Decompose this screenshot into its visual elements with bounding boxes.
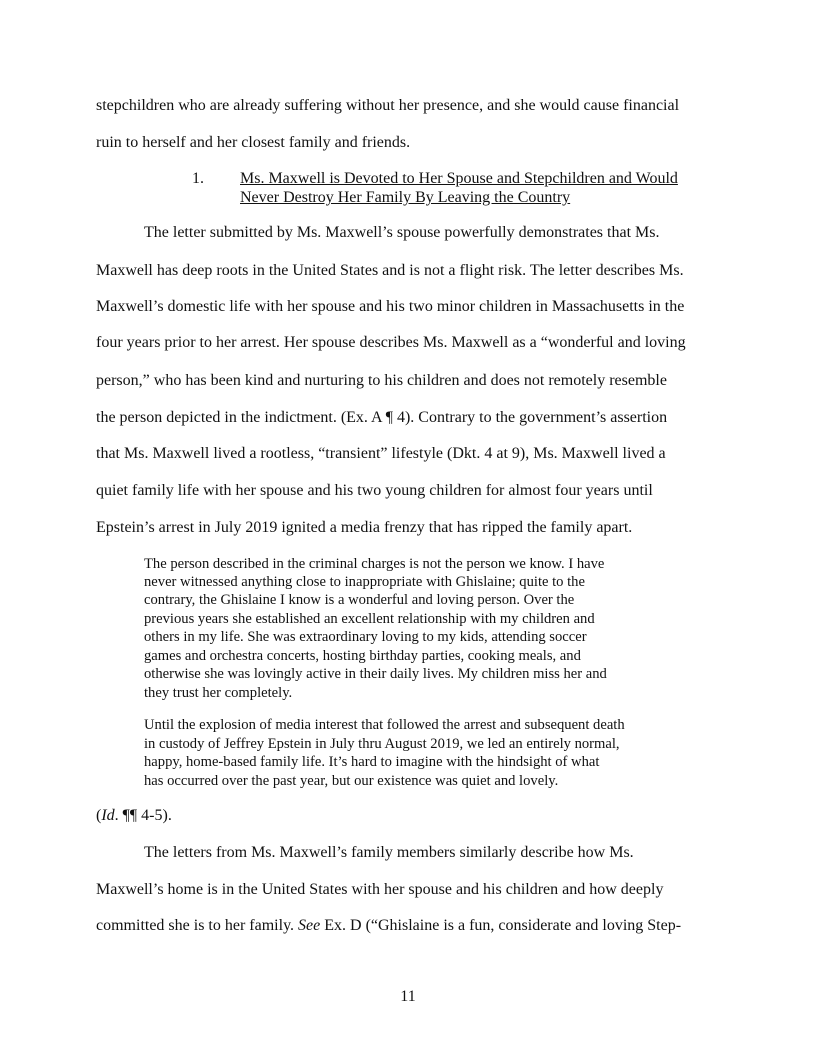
- body-line: stepchildren who are already suffering without her presence, and she would cause financial: [96, 97, 680, 114]
- text-segment: committed she is to her family.: [96, 917, 299, 934]
- body-line: ruin to herself and her closest family and friends.: [96, 134, 411, 151]
- body-line: quiet family life with her spouse and his two young children for almost four years until: [96, 482, 653, 499]
- quote-line: in custody of Jeffrey Epstein in July thru August 2019, we led an entirely normal,: [144, 736, 620, 752]
- heading-title-line: Never Destroy Her Family By Leaving the Country: [240, 189, 571, 206]
- quote-line: previous years she established an excellent relationship with my children and: [144, 611, 595, 627]
- body-line: The letter submitted by Ms. Maxwell’s spouse powerfully demonstrates that Ms.: [144, 224, 660, 241]
- body-line: four years prior to her arrest. Her spouse describes Ms. Maxwell as a “wonderful and loving: [96, 334, 686, 351]
- quote-line: has occurred over the past year, but our existence was quiet and lovely.: [144, 773, 559, 789]
- quote-line: they trust her completely.: [144, 685, 293, 701]
- citation-id: Id: [101, 807, 115, 824]
- quote-line: never witnessed anything close to inappropriate with Ghislaine; quite to the: [144, 574, 585, 590]
- citation: [96, 806, 172, 826]
- page-number: 11: [400, 988, 416, 1005]
- body-line: [96, 916, 681, 936]
- body-line: the person depicted in the indictment. (Ex. A ¶ 4). Contrary to the government’s assertion: [96, 409, 668, 426]
- quote-line: The person described in the criminal charges is not the person we know. I have: [144, 556, 605, 572]
- body-line: Maxwell’s domestic life with her spouse and his two minor children in Massachusetts in the: [96, 298, 685, 315]
- citation-rest: . ¶¶ 4-5).: [114, 807, 172, 824]
- heading-title-line: Ms. Maxwell is Devoted to Her Spouse and Stepchildren and Would: [240, 170, 678, 187]
- body-line: person,” who has been kind and nurturing to his children and does not remotely resemble: [96, 372, 667, 389]
- body-line: that Ms. Maxwell lived a rootless, “transient” lifestyle (Dkt. 4 at 9), Ms. Maxwell lived a: [96, 445, 666, 462]
- quote-line: games and orchestra concerts, hosting birthday parties, cooking meals, and: [144, 648, 581, 664]
- body-line: Maxwell’s home is in the United States with her spouse and his children and how deeply: [96, 881, 664, 898]
- body-line: Epstein’s arrest in July 2019 ignited a media frenzy that has ripped the family apart.: [96, 519, 633, 536]
- body-line: The letters from Ms. Maxwell’s family members similarly describe how Ms.: [144, 844, 634, 861]
- quote-line: happy, home-based family life. It’s hard to imagine with the hindsight of what: [144, 754, 600, 770]
- signal-see: See: [298, 917, 321, 934]
- body-line: Maxwell has deep roots in the United States and is not a flight risk. The letter describes Ms.: [96, 262, 684, 279]
- heading-number: 1.: [192, 170, 204, 187]
- quote-line: contrary, the Ghislaine I know is a wonderful and loving person. Over the: [144, 592, 575, 608]
- quote-line: others in my life. She was extraordinary loving to my kids, attending soccer: [144, 629, 587, 645]
- quote-line: otherwise she was lovingly active in their daily lives. My children miss her and: [144, 666, 607, 682]
- quote-line: Until the explosion of media interest that followed the arrest and subsequent death: [144, 717, 625, 733]
- citation-open: (: [96, 807, 102, 824]
- text-segment: Ex. D (“Ghislaine is a fun, considerate and loving Step-: [320, 917, 682, 934]
